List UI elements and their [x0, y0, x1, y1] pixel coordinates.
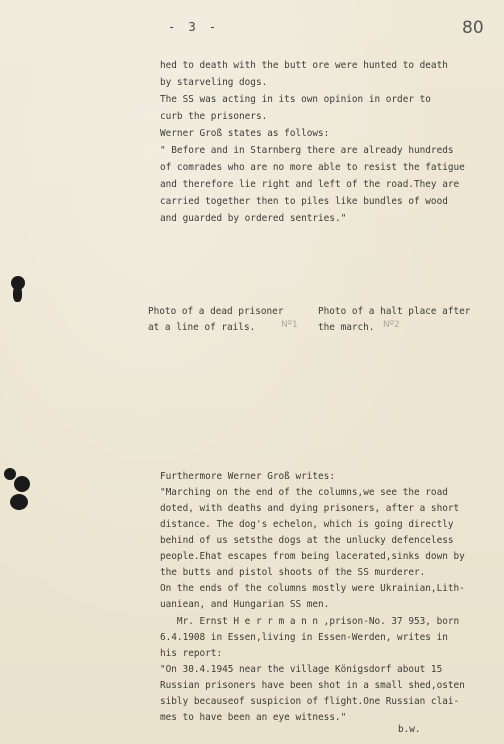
text-line: and therefore lie right and left of the road.They are [160, 179, 460, 190]
text-line: 6.4.1908 in Essen,living in Essen-Werden, writes in [160, 632, 448, 643]
caption-right-note: Nº2 [383, 320, 400, 330]
folio-number: 80 [462, 18, 484, 38]
text-line: "On 30.4.1945 near the village Königsdorf about 15 [160, 664, 443, 675]
page-number: - 3 - [168, 20, 220, 34]
text-line: Werner Groß states as follows: [160, 128, 330, 139]
text-line: people.Ehat escapes from being lacerated,sinks down by [160, 551, 465, 562]
text-line: doted, with deaths and dying prisoners, after a short [160, 503, 460, 514]
text-line: the butts and pistol shoots of the SS murderer. [160, 567, 426, 578]
text-line: uaniean, and Hungarian SS men. [160, 599, 330, 610]
text-line: Russian prisoners have been shot in a small shed,osten [160, 680, 465, 691]
caption-left-line1: Photo of a dead prisoner [148, 306, 284, 317]
text-line: behind of us setsthe dogs at the unlucky defenceless [160, 535, 454, 546]
text-line: sibly becauseof suspicion of flight.One Russian clai- [160, 696, 460, 707]
text-line: and guarded by ordered sentries." [160, 213, 347, 224]
binder-hole-middle-2 [14, 476, 30, 492]
text-line: The SS was acting in its own opinion in order to [160, 94, 431, 105]
text-line: Mr. Ernst H e r r m a n n ,prison-No. 37 953, born [160, 616, 460, 627]
caption-left-line2: at a line of rails. [148, 322, 256, 333]
text-line: " Before and in Starnberg there are already hundreds [160, 145, 454, 156]
text-line: his report: [160, 648, 223, 659]
text-line: hed to death with the butt ore were hunted to death [160, 60, 448, 71]
text-line: On the ends of the columns mostly were Ukrainian,Lith- [160, 583, 465, 594]
caption-right-line2: the march. [318, 322, 375, 333]
text-line: Furthermore Werner Groß writes: [160, 471, 335, 482]
binder-hole-middle [4, 468, 16, 480]
text-line: of comrades who are no more able to resist the fatigue [160, 162, 465, 173]
text-line: curb the prisoners. [160, 111, 268, 122]
text-line: "Marching on the end of the columns,we see the road [160, 487, 448, 498]
caption-right-line1: Photo of a halt place after [318, 306, 471, 317]
text-line: carried together then to piles like bundles of wood [160, 196, 448, 207]
binder-hole-top-tail [13, 286, 22, 302]
binder-hole-bottom [10, 494, 28, 510]
text-line: distance. The dog's echelon, which is going directly [160, 519, 454, 530]
text-line: mes to have been an eye witness." [160, 712, 347, 723]
caption-left-note: Nº1 [281, 320, 298, 330]
footer-initials: b.w. [398, 724, 421, 735]
text-line: by starveling dogs. [160, 77, 268, 88]
